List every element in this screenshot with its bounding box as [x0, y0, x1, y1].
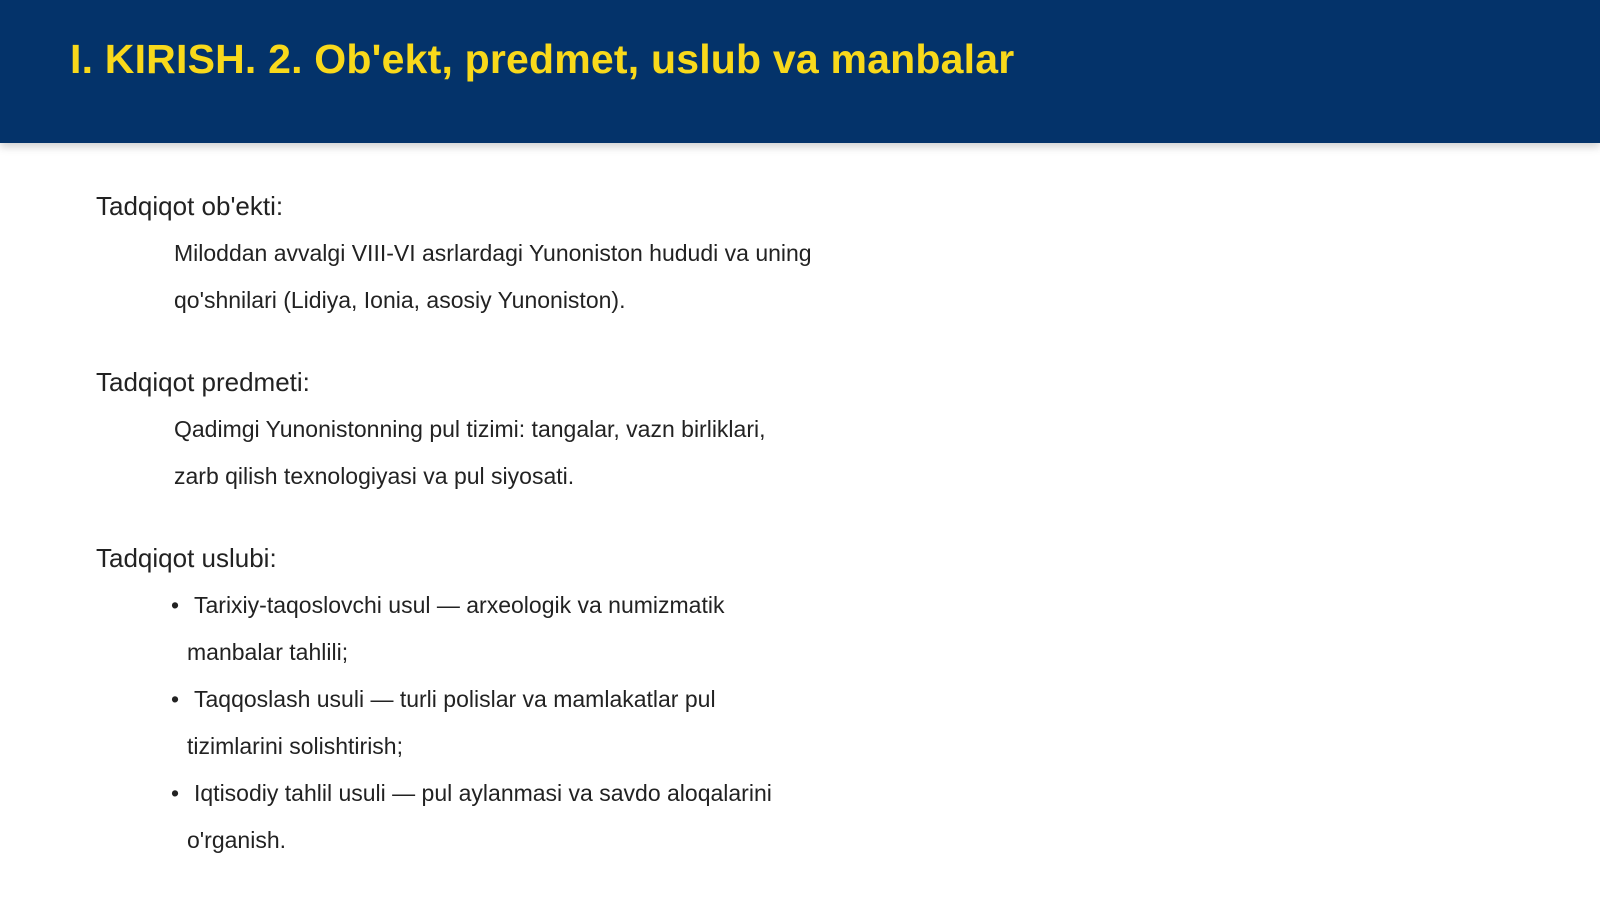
section-heading: Tadqiqot ob'ekti: [96, 191, 284, 221]
bullet-item [171, 582, 814, 676]
bullet-text: Taqqoslash usuli — turli polislar va mamlakatlar pul tizimlarini solishtirish; [187, 686, 716, 759]
section-heading: Tadqiqot uslubi: [96, 543, 277, 573]
section-body: Miloddan avvalgi VIII-VI asrlardagi Yunoniston hududi va uning qo'shnilari (Lidiya, Ionia, asosiy Yunoniston). [174, 240, 812, 313]
section-research-object [96, 186, 1496, 324]
bullet-text: Iqtisodiy tahlil usuli — pul aylanmasi va savdo aloqalarini o'rganish. [187, 780, 772, 853]
section-research-subject [96, 362, 1496, 500]
slide-title: I. KIRISH. 2. Ob'ekt, predmet, uslub va manbalar [70, 36, 1015, 82]
section-research-method [96, 538, 1496, 864]
section-heading: Tadqiqot predmeti: [96, 367, 310, 397]
bullet-text: Tarixiy-taqoslovchi usul — arxeologik va numizmatik manbalar tahlili; [187, 592, 725, 665]
bullet-icon: • [171, 780, 180, 806]
bullet-item [171, 676, 814, 770]
section-body: Qadimgi Yunonistonning pul tizimi: tangalar, vazn birliklari, zarb qilish texnologiyasi va pul siyosati. [174, 416, 766, 489]
method-bullet-list [171, 582, 814, 864]
bullet-icon: • [171, 592, 180, 618]
slide-content [96, 186, 1496, 900]
title-bar [0, 0, 1600, 143]
bullet-icon: • [171, 686, 180, 712]
bullet-item [171, 770, 814, 864]
